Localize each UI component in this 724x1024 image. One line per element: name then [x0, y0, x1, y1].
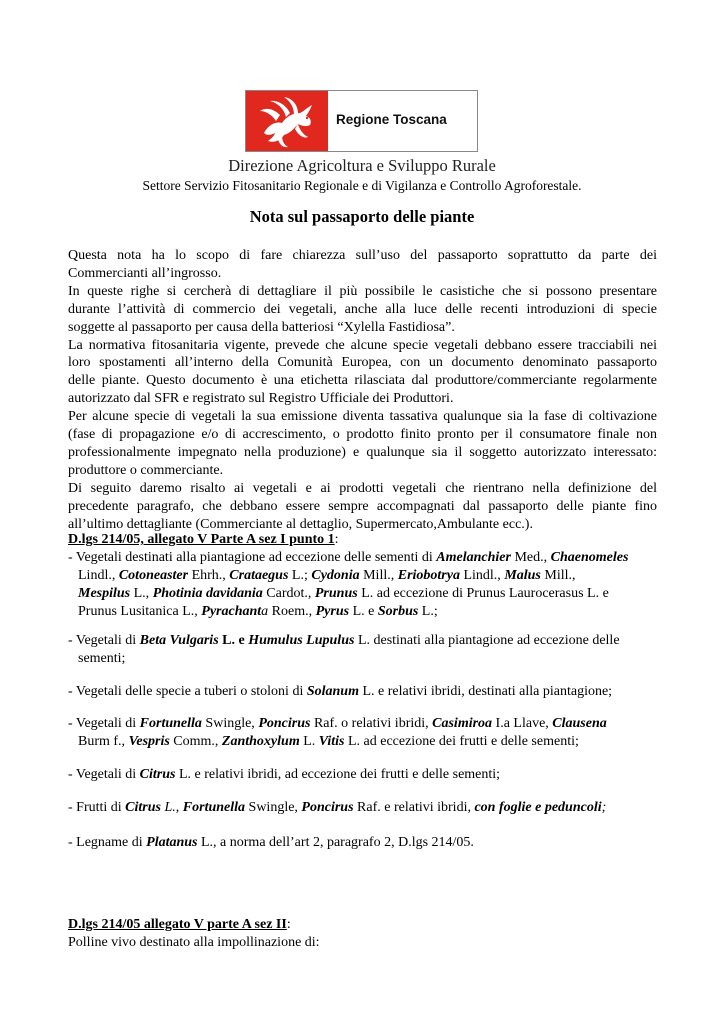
species-name: Beta Vulgaris	[139, 633, 219, 648]
item-text: - Vegetali di	[68, 633, 140, 648]
item-text: - Legname di	[68, 835, 147, 850]
species-name: Cotoneaster	[118, 568, 189, 583]
list-item	[68, 683, 612, 701]
item-text: Ehrh.,	[188, 568, 230, 583]
list-item-continuation	[68, 585, 609, 603]
species-name: Clausena	[552, 716, 607, 731]
item-text: L. destinati alla piantagione ad eccezione delle	[354, 633, 620, 648]
item-text: Prunus Lusitanica L.,	[78, 604, 202, 619]
species-name: Photinia davidania	[152, 586, 263, 601]
species-name: Amelanchier	[436, 550, 511, 565]
section1-heading-text: D.lgs 214/05, allegato V Parte A sez I punto 1	[68, 532, 335, 547]
item-text: L. ad eccezione dei frutti e delle sementi;	[344, 734, 579, 749]
species-name: Fortunella	[182, 800, 246, 815]
sector-subtitle: Settore Servizio Fitosanitario Regionale e di Vigilanza e Controllo Agroforestale.	[142, 178, 582, 193]
item-text: Mill.,	[540, 568, 576, 583]
item-text: L.	[299, 734, 319, 749]
item-text: Raf. o relativi ibridi,	[310, 716, 433, 731]
list-item-continuation	[68, 733, 579, 751]
text-line: Di seguito daremo risalto ai vegetali e ai prodotti vegetali che rientrano nella definizione del	[68, 480, 657, 496]
colon: :	[286, 917, 291, 932]
list-item	[68, 799, 606, 817]
text-line: loro spostamenti all’interno della Comunità Europea, con un documento denominato passaporto	[68, 355, 657, 371]
intro-text	[68, 247, 657, 534]
text-line: delle piante. Questo documento è una etichetta rilasciata dal produttore/commerciante regolarmente	[68, 373, 657, 389]
item-text: - Vegetali destinati alla piantagione ad eccezione delle sementi di	[68, 550, 437, 565]
list-item	[68, 834, 474, 852]
item-text: I.a Llave,	[492, 716, 553, 731]
item-text: Med.,	[510, 550, 551, 565]
pegasus-emblem	[246, 91, 328, 151]
species-name: Humulus Lupulus	[248, 633, 355, 648]
list-item	[68, 549, 628, 567]
species-name: Prunus	[314, 586, 358, 601]
text-line: soggette al passaporto per causa della batteriosi “Xylella Fastidiosa”.	[68, 319, 455, 335]
species-name: Vespris	[128, 734, 170, 749]
item-text: L.;	[418, 604, 438, 619]
text-line: La normativa fitosanitaria vigente, prevede che alcune specie vegetali debbano essere tracciabili nei	[68, 337, 657, 353]
section2-text	[68, 934, 320, 952]
item-text: Swingle,	[245, 800, 302, 815]
species-name: Casimiroa	[432, 716, 493, 731]
item-text: L. e	[218, 633, 249, 648]
list-item-continuation	[68, 603, 438, 621]
regione-toscana-logo	[245, 90, 478, 152]
item-text: Raf. e relativi ibridi,	[353, 800, 475, 815]
species-name: con foglie e peduncoli	[474, 800, 602, 815]
section1-heading	[68, 531, 339, 549]
species-name: Solanum	[306, 684, 359, 699]
colon: :	[334, 532, 339, 547]
text-line: Commercianti all’ingrosso.	[68, 265, 222, 281]
text-line: Per alcune specie di vegetali la sua emissione diventa tassativa qualunque sia la fase di coltivazione	[68, 409, 657, 425]
species-name: Sorbus	[377, 604, 419, 619]
item-text: sementi;	[78, 651, 126, 666]
species-name: Poncirus	[301, 800, 354, 815]
item-text: Lindl.,	[459, 568, 505, 583]
species-name: Platanus	[146, 835, 198, 850]
species-name: Malus	[504, 568, 541, 583]
item-text: L. e relativi ibridi, ad eccezione dei frutti e delle sementi;	[175, 767, 501, 782]
item-text: L. e	[349, 604, 378, 619]
species-name: Pyrachant	[201, 604, 262, 619]
item-text: Swingle,	[201, 716, 259, 731]
species-name: Citrus	[125, 800, 161, 815]
species-name: Crataegus	[229, 568, 289, 583]
pegasus-icon	[246, 91, 328, 151]
direction-title: Direzione Agricoltura e Sviluppo Rurale	[228, 156, 496, 175]
list-item-continuation	[68, 567, 576, 585]
item-text: L., a norma dell’art 2, paragrafo 2, D.lgs 214/05.	[197, 835, 474, 850]
list-item	[68, 715, 607, 733]
species-name: Fortunella	[139, 716, 202, 731]
species-name: Pyrus	[315, 604, 350, 619]
document-title: Nota sul passaporto delle piante	[249, 207, 475, 226]
list-item-continuation	[68, 650, 125, 668]
item-text: ;	[601, 800, 607, 815]
list-item	[68, 632, 620, 650]
item-text: Roem.,	[268, 604, 316, 619]
item-text: - Vegetali di	[68, 767, 140, 782]
logo-label: Regione Toscana	[336, 112, 447, 127]
text-line: produttore o commerciante.	[68, 462, 224, 478]
section2-heading	[68, 916, 291, 934]
text-line: autorizzato dal SFR e registrato sul Registro Ufficiale dei Produttori.	[68, 391, 454, 407]
species-name: Mespilus	[78, 586, 131, 601]
text-line: In queste righe si cercherà di dettagliare il più possibile le casistiche che si possono presentare	[68, 283, 657, 299]
item-text: L. ad eccezione di Prunus Laurocerasus L. e	[357, 586, 609, 601]
item-text: Burm f.,	[78, 734, 129, 749]
item-text: L. e relativi ibridi, destinati alla piantagione;	[358, 684, 613, 699]
item-text: - Frutti di	[68, 800, 126, 815]
species-name: Vitis	[318, 734, 345, 749]
item-text: Polline vivo destinato alla impollinazione di:	[68, 935, 320, 950]
species-name: Cydonia	[311, 568, 360, 583]
list-item	[68, 766, 500, 784]
item-text: ,	[175, 800, 183, 815]
item-text: - Vegetali delle specie a tuberi o stoloni di	[68, 684, 307, 699]
item-text: L.,	[130, 586, 153, 601]
text-line: durante l’attività di commercio dei vegetali, anche alla luce delle recenti introduzioni di specie	[68, 301, 657, 317]
text-line: precedente paragrafo, che debbano essere sempre accompagnati dal passaporto delle piante fino	[68, 498, 657, 514]
item-text: Mill.,	[359, 568, 398, 583]
item-text: L.;	[288, 568, 312, 583]
species-name: Chaenomeles	[550, 550, 629, 565]
text-line: all’ultimo dettagliante (Commerciante al dettaglio, Supermercato,Ambulante ecc.).	[68, 516, 533, 532]
text-line: (fase di propagazione e/o di accrescimento, o prodotto finito pronto per il consumatore finale non	[68, 427, 657, 443]
section2-heading-text: D.lgs 214/05 allegato V parte A sez II	[68, 917, 287, 932]
text-line: Questa nota ha lo scopo di fare chiarezza sull’uso del passaporto soprattutto da parte dei	[68, 248, 657, 263]
item-text: a	[261, 604, 269, 619]
species-name: Zanthoxylum	[221, 734, 300, 749]
species-name: Eriobotrya	[397, 568, 460, 583]
item-text: Comm.,	[169, 734, 222, 749]
species-name: Citrus	[139, 767, 176, 782]
item-text: L.	[160, 800, 176, 815]
species-name: Poncirus	[258, 716, 311, 731]
item-text: Cardot.,	[262, 586, 315, 601]
item-text: - Vegetali di	[68, 716, 140, 731]
item-text: Lindl.,	[78, 568, 119, 583]
text-line: professionalmente impegnato nella produzione) e qualunque sia il soggetto autorizzato interessato:	[68, 444, 657, 460]
